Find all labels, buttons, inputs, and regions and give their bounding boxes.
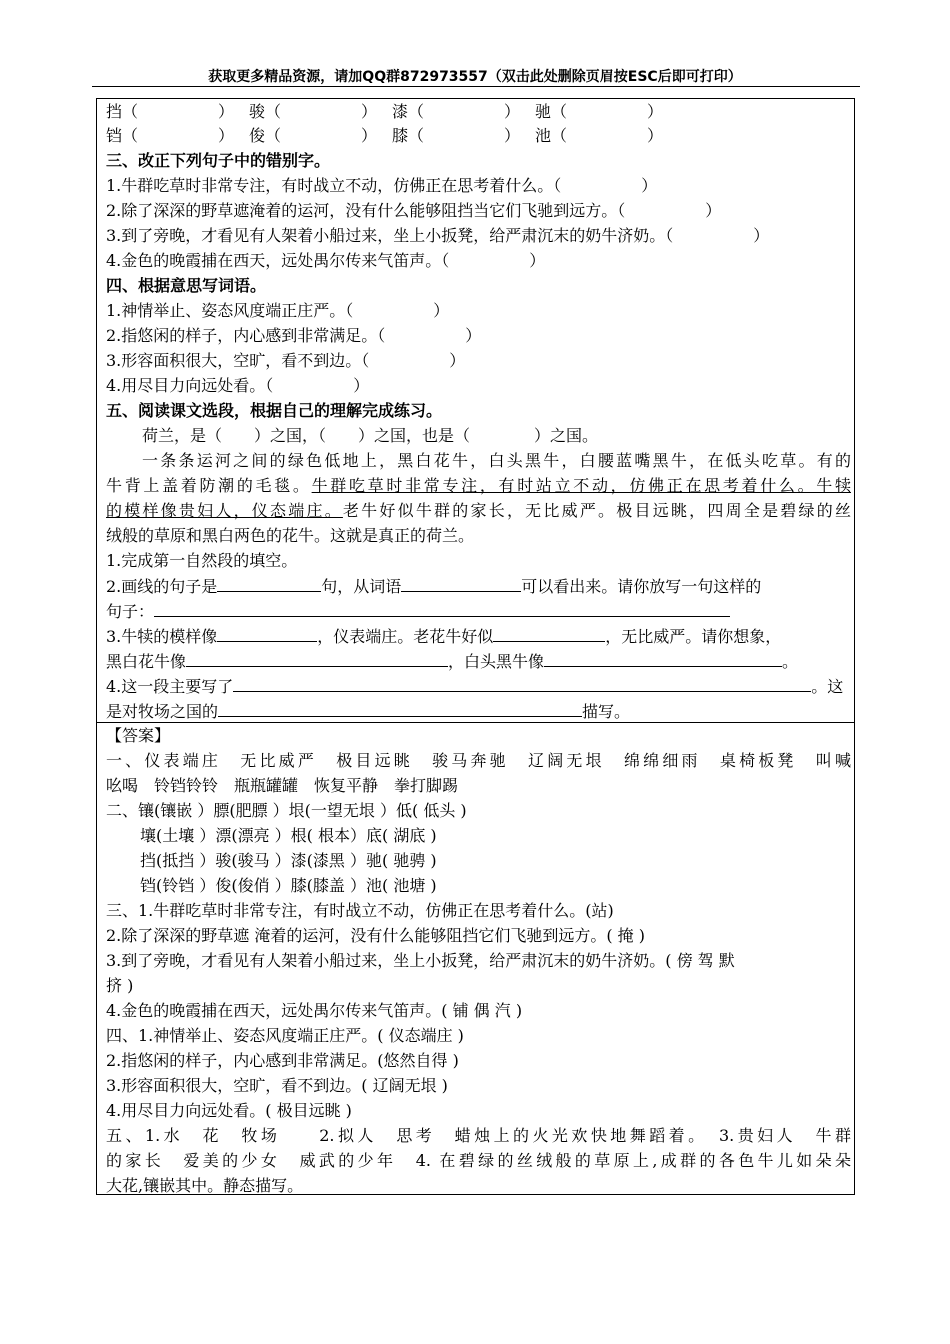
- answer-5-line-2: 的家长 爱美的少女 威武的少年 4. 在碧绿的丝绒般的草原上,成群的各色牛儿如朵朵: [106, 1151, 851, 1170]
- char-item: 漆（ ）: [392, 102, 521, 121]
- answer-5-line-3: 大花,镶嵌其中。静态描写。: [106, 1176, 304, 1195]
- section-4-title: 四、根据意思写词语。: [106, 276, 267, 295]
- answer-2-line-1: 二、镶(镶嵌 ）膘(肥膘 ）垠(一望无垠 ）低( 低头 ): [106, 801, 467, 820]
- passage-line-4: 绒般的草原和黑白两色的花牛。这就是真正的荷兰。: [106, 526, 475, 545]
- s5-question-1: 1.完成第一自然段的填空。: [106, 551, 298, 570]
- answer-2-line-2: 壤(土壤 ）漂(漂亮 ）根( 根本）底( 湖底 ): [140, 826, 437, 845]
- answer-3-line-4: 挤 ): [106, 976, 134, 995]
- answer-4-line-1: 四、1.神情举止、姿态风度端正庄严。( 仪态端庄 ): [106, 1026, 464, 1045]
- s4-question-2: 2.指悠闲的样子，内心感到非常满足。（ ）: [106, 326, 482, 345]
- answer-blank[interactable]: [401, 574, 521, 592]
- answer-1-line-2: 吆喝 铃铛铃铃 瓶瓶罐罐 恢复平静 拳打脚踢: [106, 776, 459, 795]
- section-5-title: 五、阅读课文选段，根据自己的理解完成练习。: [106, 401, 443, 420]
- answer-blank[interactable]: [218, 699, 582, 717]
- passage-text: 老牛好似牛群的家长，无比威严。极目远眺，四周全是碧绿的丝: [342, 501, 851, 520]
- answer-blank[interactable]: [493, 624, 605, 642]
- s4-question-4: 4.用尽目力向远处看。（ ）: [106, 376, 370, 395]
- passage-text: 牛背上盖着防潮的毛毯。: [106, 476, 312, 495]
- answer-blank[interactable]: [217, 624, 317, 642]
- passage-line-2: [106, 474, 851, 498]
- s4-question-3: 3.形容面积很大，空旷，看不到边。（ ）: [106, 351, 466, 370]
- q3-text: 。: [782, 652, 799, 671]
- answers-title: 【答案】: [106, 726, 171, 745]
- answer-blank[interactable]: [217, 574, 321, 592]
- s3-question-1: 1.牛群吃草时非常专注，有时战立不动，仿佛正在思考着什么。（ ）: [106, 176, 658, 195]
- s3-question-2: 2.除了深深的野草遮淹着的运河，没有什么能够阻挡当它们飞驰到远方。（ ）: [106, 201, 722, 220]
- answer-blank[interactable]: [186, 649, 448, 667]
- s5-question-4: [106, 674, 851, 698]
- answer-2-line-4: 铛(铃铛 ）俊(俊俏 ）膝(膝盖 ）池( 池塘 ): [140, 876, 437, 895]
- answer-5-line-1: 五、1.水 花 牧场 2.拟人 思考 蜡烛上的火光欢快地舞蹈着。 3.贵妇人 牛群: [106, 1126, 851, 1145]
- q2-text: 句，从词语: [321, 577, 402, 596]
- q4-text: 。这: [811, 677, 844, 696]
- answer-3-line-2: 2.除了深深的野草遮 淹着的运河，没有什么能够阻挡它们飞驰到远方。( 掩 ): [106, 926, 646, 945]
- char-row-2: [106, 124, 851, 148]
- answer-3-line-1: 三、1.牛群吃草时非常专注，有时战立不动，仿佛正在思考着什么。(站): [106, 901, 614, 920]
- section-3-title: 三、改正下列句子中的错别字。: [106, 151, 331, 170]
- char-item: 铛（ ）: [106, 126, 235, 145]
- q2-text: 2.画线的句子是: [106, 577, 218, 596]
- s5-question-3-cont: [106, 649, 851, 673]
- answer-blank[interactable]: [233, 674, 811, 692]
- s3-question-4: 4.金色的晚霞捕在西天，远处禺尔传来气笛声。（ ）: [106, 251, 546, 270]
- char-item: 膝（ ）: [392, 126, 521, 145]
- q4-text: 是对牧场之国的: [106, 702, 219, 721]
- q4-text: 描写。: [582, 702, 631, 721]
- s5-question-4-cont: [106, 699, 851, 723]
- q2-text: 句子：: [106, 602, 155, 621]
- s5-question-2: [106, 574, 851, 598]
- answer-3-line-3: 3.到了旁晚，才看见有人架着小船过来，坐上小扳凳，给严肃沉末的奶牛济奶。( 傍 驾 默: [106, 951, 735, 970]
- answer-3-line-5: 4.金色的晚霞捕在西天，远处禺尔传来气笛声。( 铺 偶 汽 ): [106, 1001, 523, 1020]
- q3-text: ，仪表端庄。老花牛好似: [317, 627, 494, 646]
- underlined-sentence: 牛群吃草时非常专注，有时站立不动，仿佛正在思考着什么。牛犊: [311, 476, 851, 495]
- q2-text: 可以看出来。请你放写一句这样的: [521, 577, 762, 596]
- s4-question-1: 1.神情举止、姿态风度端正庄严。（ ）: [106, 301, 450, 320]
- passage-line-1: 一条条运河之间的绿色低地上，黑白花牛，白头黑牛，白腰蓝嘴黑牛，在低头吃草。有的: [142, 451, 851, 470]
- header-rule: [92, 86, 860, 87]
- answer-4-line-3: 3.形容面积很大，空旷，看不到边。( 辽阔无垠 ): [106, 1076, 448, 1095]
- char-item: 驰（ ）: [535, 102, 664, 121]
- page-header: 获取更多精品资源，请加QQ群872973557（双击此处删除页眉按ESC后即可打印）: [208, 69, 742, 85]
- passage-line-3: [106, 499, 851, 523]
- answer-blank[interactable]: [154, 599, 730, 617]
- char-item: 池（ ）: [535, 126, 664, 145]
- s5-question-3: [106, 624, 851, 648]
- char-item: 俊（ ）: [249, 126, 378, 145]
- answer-blank[interactable]: [544, 649, 782, 667]
- q3-text: 3.牛犊的模样像: [106, 627, 218, 646]
- q3-text: 黑白花牛像: [106, 652, 187, 671]
- s5-question-2-cont: [106, 599, 851, 623]
- answer-1-line-1: 一、仪表端庄 无比威严 极目远眺 骏马奔驰 辽阔无垠 绵绵细雨 桌椅板凳 叫喊: [106, 751, 851, 770]
- q3-text: ，白头黑牛像: [448, 652, 545, 671]
- answer-4-line-2: 2.指悠闲的样子，内心感到非常满足。(悠然自得 ): [106, 1051, 459, 1070]
- answer-2-line-3: 挡(抵挡 ）骏(骏马 ）漆(漆黑 ）驰( 驰骋 ): [140, 851, 437, 870]
- passage-para-1: 荷兰，是（ ）之国，（ ）之国，也是（ ）之国。: [142, 426, 599, 445]
- char-row-1: [106, 100, 851, 124]
- s3-question-3: 3.到了旁晚，才看见有人架着小船过来，坐上小扳凳，给严肃沉末的奶牛济奶。（ ）: [106, 226, 770, 245]
- q3-text: ，无比威严。请你想象，: [605, 627, 782, 646]
- underlined-sentence: 的模样像贵妇人，仪态端庄。: [106, 501, 343, 520]
- q4-text: 4.这一段主要写了: [106, 677, 234, 696]
- char-item: 挡（ ）: [106, 102, 235, 121]
- char-item: 骏（ ）: [249, 102, 378, 121]
- answer-4-line-4: 4.用尽目力向远处看。( 极目远眺 ): [106, 1101, 352, 1120]
